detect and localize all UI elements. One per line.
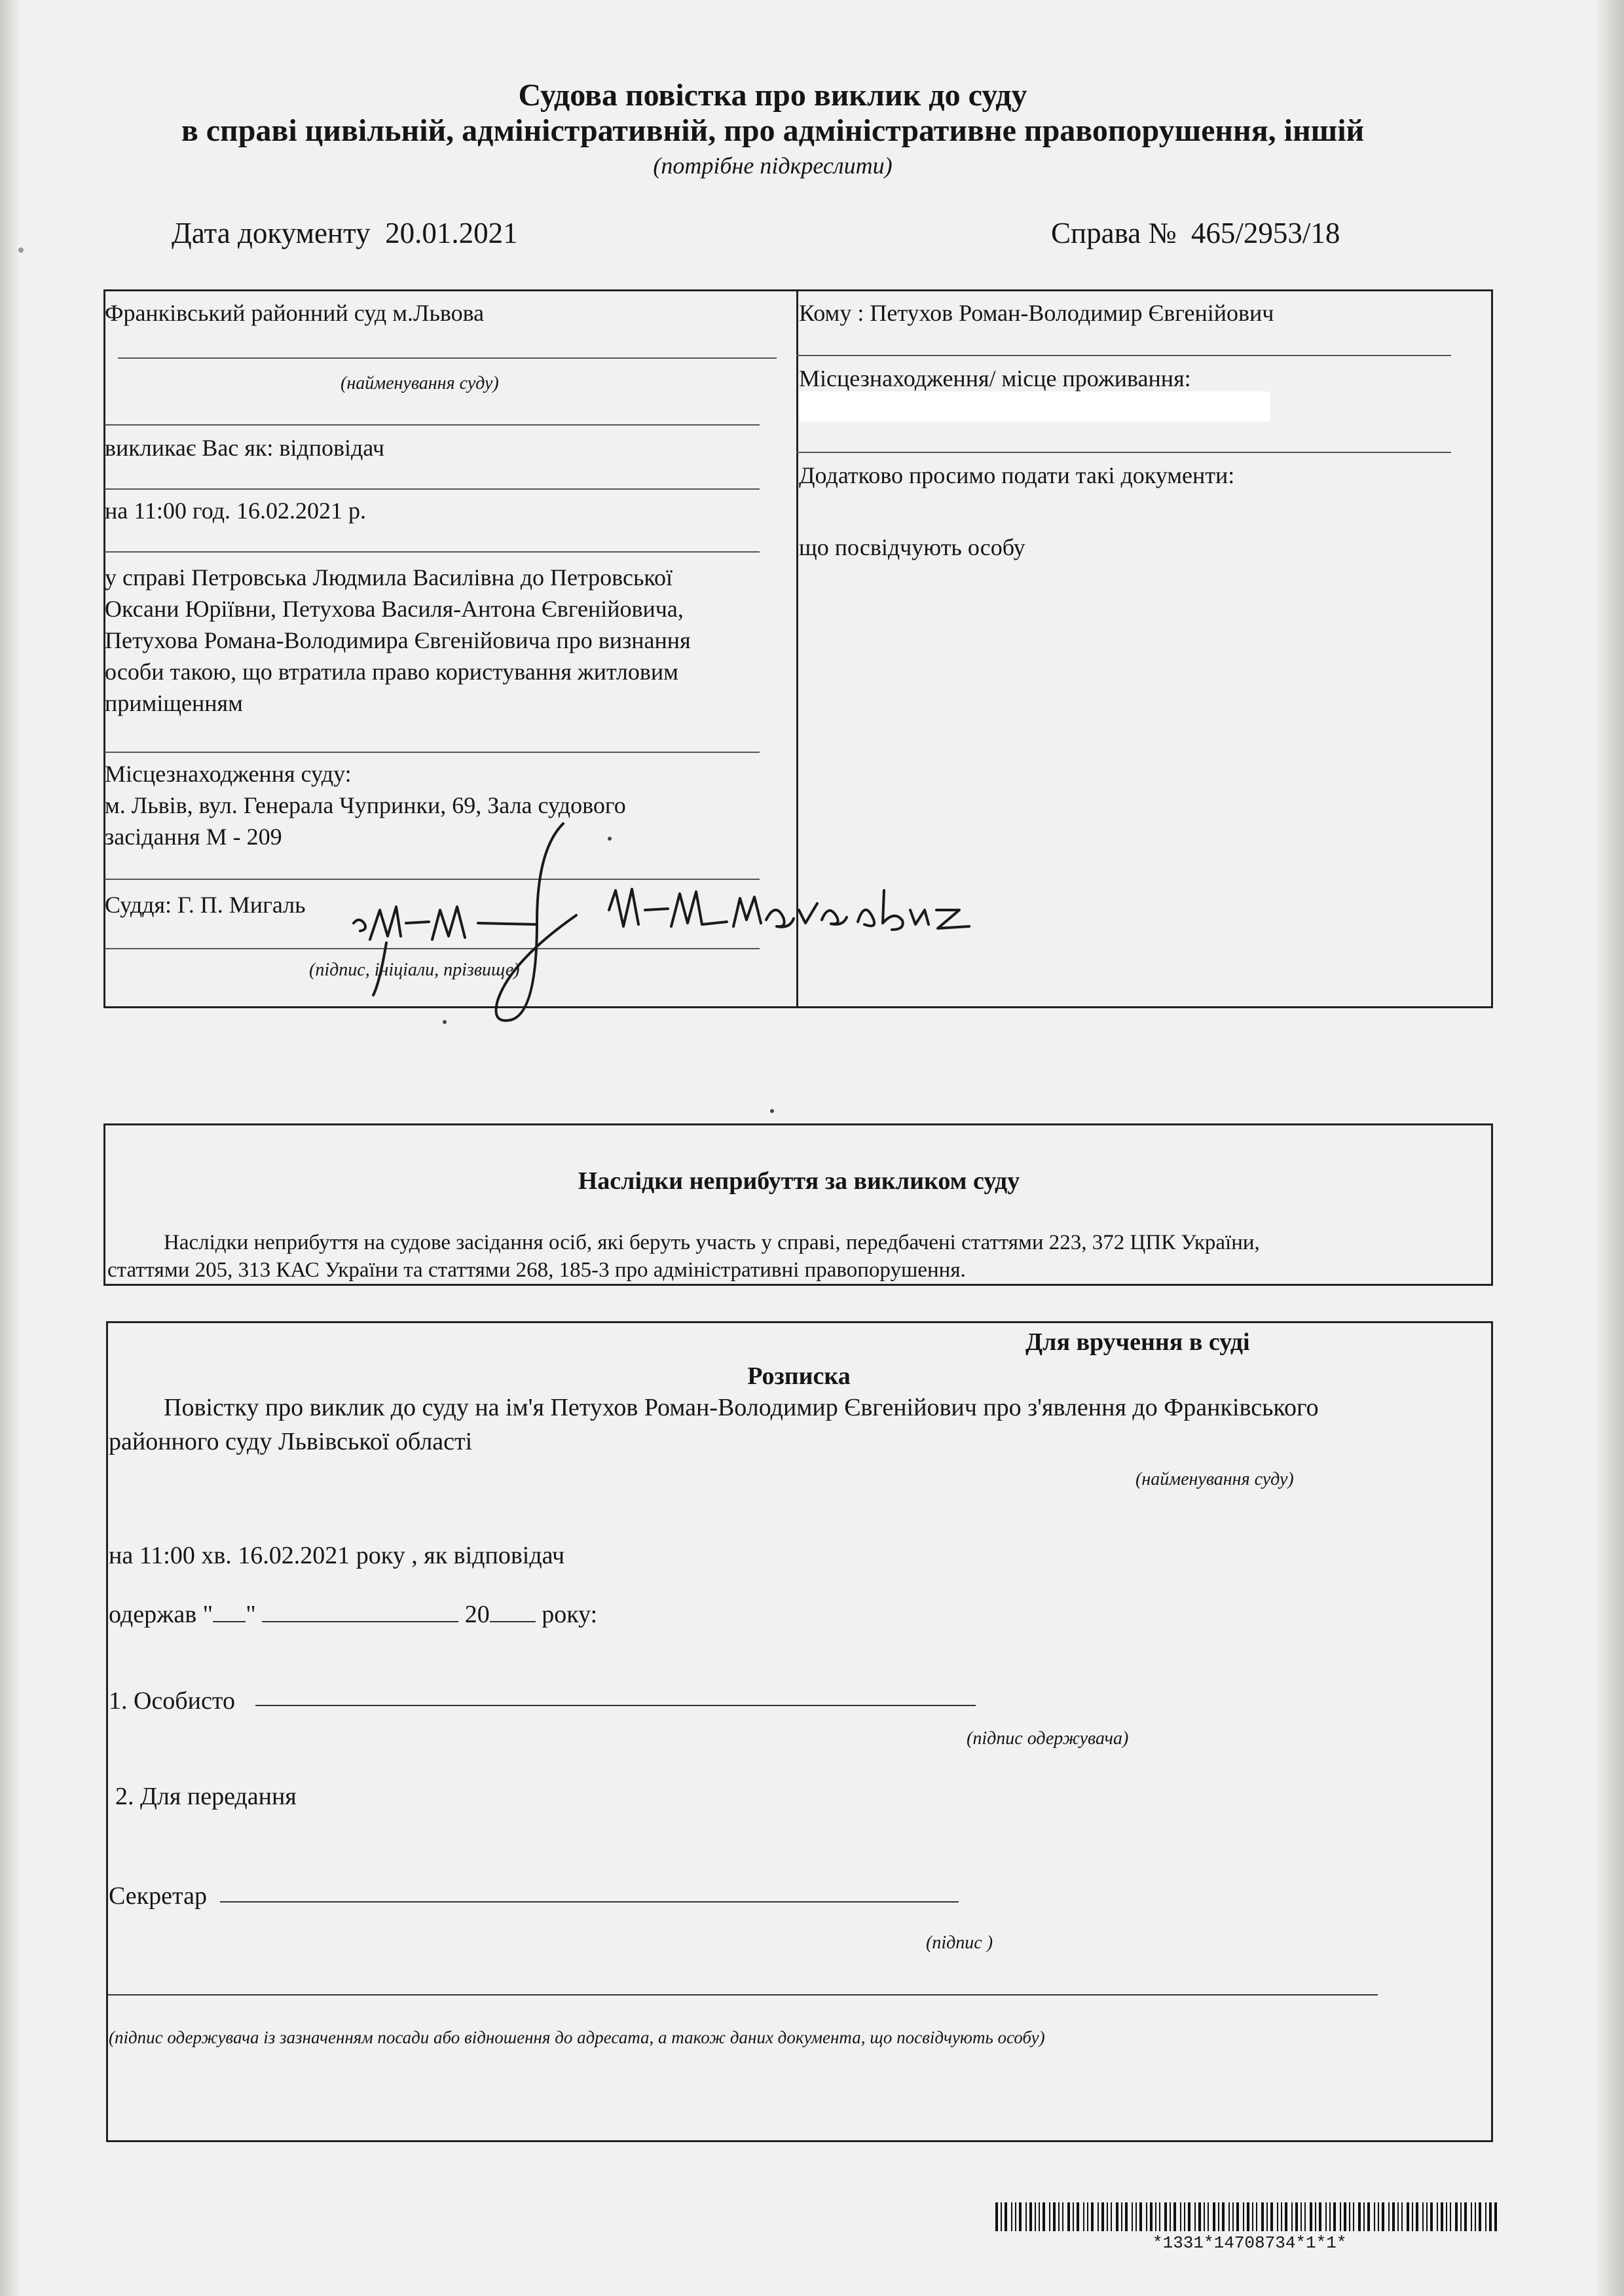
- redacted-address: [799, 392, 1270, 422]
- transfer-label: 2. Для передання: [115, 1783, 297, 1810]
- case-description: [105, 562, 691, 719]
- hearing-time: на 11:00 год. 16.02.2021 р.: [105, 498, 367, 524]
- case-description-line-5: приміщенням: [105, 690, 243, 716]
- receipt-line-2: районного суду Львівської області: [109, 1428, 473, 1455]
- scan-speck: [18, 247, 24, 253]
- secretary-label: Секретар: [109, 1882, 207, 1910]
- secretary-signature-line[interactable]: [220, 1901, 959, 1903]
- residence-label: Місцезнаходження/ місце проживання:: [799, 365, 1191, 392]
- secretary-signature-caption: (підпис ): [926, 1933, 993, 1953]
- received-date-line: [109, 1599, 597, 1630]
- court-name: Франківський районний суд м.Львова: [105, 300, 485, 326]
- receipt-line-1: Повістку про виклик до суду на ім'я Петухов Роман-Володимир Євгенійович про з'явлення до Франківського: [164, 1394, 1319, 1421]
- case-label: Справа №: [1051, 217, 1177, 249]
- handwritten-signature: [341, 812, 1022, 1028]
- bottom-signature-line[interactable]: [107, 1994, 1378, 1995]
- document-date: [172, 216, 518, 250]
- scan-speck: [608, 837, 612, 841]
- recipient-name: Кому : Петухов Роман-Володимир Євгенійович: [799, 300, 1274, 326]
- case-value: 465/2953/18: [1190, 217, 1340, 249]
- received-mid: ": [246, 1601, 256, 1628]
- rule-5: [105, 752, 760, 753]
- case-number: [1051, 216, 1340, 250]
- personal-signature-line[interactable]: [255, 1705, 976, 1706]
- receipt-title: Розписка: [747, 1362, 851, 1390]
- rule-2: [105, 424, 760, 426]
- judge-name: Суддя: Г. П. Мигаль: [105, 892, 306, 918]
- court-location-label: Місцезнаходження суду:: [105, 761, 352, 787]
- rule-4: [105, 551, 760, 553]
- court-location-line-1: м. Львів, вул. Генерала Чупринки, 69, Зала судового: [105, 792, 626, 818]
- receipt-court-caption: (найменування суду): [1135, 1469, 1294, 1489]
- scan-speck: [770, 1109, 774, 1113]
- called-as: викликає Вас як: відповідач: [105, 435, 384, 461]
- court-name-rule: [118, 357, 777, 359]
- day-blank[interactable]: [213, 1621, 246, 1622]
- residence-rule: [796, 452, 1451, 453]
- case-description-line-1: у справі Петровська Людмила Василівна до Петровської: [105, 564, 673, 591]
- consequences-text-line-2: статтями 205, 313 КАС України та статтями 268, 185-3 про адміністративні правопорушення.: [107, 1258, 966, 1282]
- scan-left-edge: [0, 0, 18, 2296]
- recipient-rule: [796, 355, 1451, 356]
- barcode-text: *1331*14708734*1*1*: [1153, 2233, 1347, 2253]
- received-year: 20: [464, 1601, 490, 1628]
- rule-3: [105, 488, 760, 490]
- scan-right-edge: [1598, 0, 1624, 2296]
- signature-caption: (підпис, ініціали, прізвище): [309, 960, 520, 980]
- receipt-time: на 11:00 хв. 16.02.2021 року , як відповідач: [109, 1542, 565, 1569]
- court-location-line-2: засідання М - 209: [105, 824, 282, 850]
- date-value: 20.01.2021: [385, 217, 518, 249]
- in-court-label: Для вручення в суді: [1025, 1328, 1250, 1356]
- year-blank[interactable]: [490, 1621, 536, 1622]
- consequences-text-line-1: Наслідки неприбуття на судове засідання осіб, які беруть участь у справі, передбачені статтями 223, 372 ЦПК України,: [164, 1231, 1260, 1254]
- case-description-line-4: особи такою, що втратила право користування житловим: [105, 659, 678, 685]
- received-prefix: одержав ": [109, 1601, 213, 1628]
- bottom-signature-caption: (підпис одержувача із зазначенням посади або відношення до адресата, а також даних документа, що посвідчують особу): [109, 2028, 1045, 2047]
- personal-label: 1. Особисто: [109, 1687, 235, 1715]
- court-name-caption: (найменування суду): [341, 373, 499, 393]
- scan-speck: [443, 1020, 447, 1024]
- month-blank[interactable]: [262, 1621, 458, 1622]
- date-label: Дата документу: [172, 217, 371, 249]
- received-suffix: року:: [542, 1601, 598, 1628]
- extra-docs-value: що посвідчують особу: [799, 534, 1025, 560]
- consequences-title: Наслідки неприбуття за викликом суду: [578, 1167, 1020, 1195]
- underline-note: (потрібне підкреслити): [653, 153, 893, 179]
- case-description-line-3: Петухова Романа-Володимира Євгенійовича про визнання: [105, 627, 691, 653]
- extra-docs-label: Додатково просимо подати такі документи:: [799, 462, 1235, 488]
- recipient-signature-caption: (підпис одержувача): [967, 1728, 1129, 1749]
- document-subtitle: в справі цивільній, адміністративній, про адміністративне правопорушення, іншій: [181, 113, 1365, 148]
- case-description-line-2: Оксани Юріївни, Петухова Василя-Антона Євгенійовича,: [105, 596, 684, 622]
- document-title: Судова повістка про виклик до суду: [518, 78, 1027, 113]
